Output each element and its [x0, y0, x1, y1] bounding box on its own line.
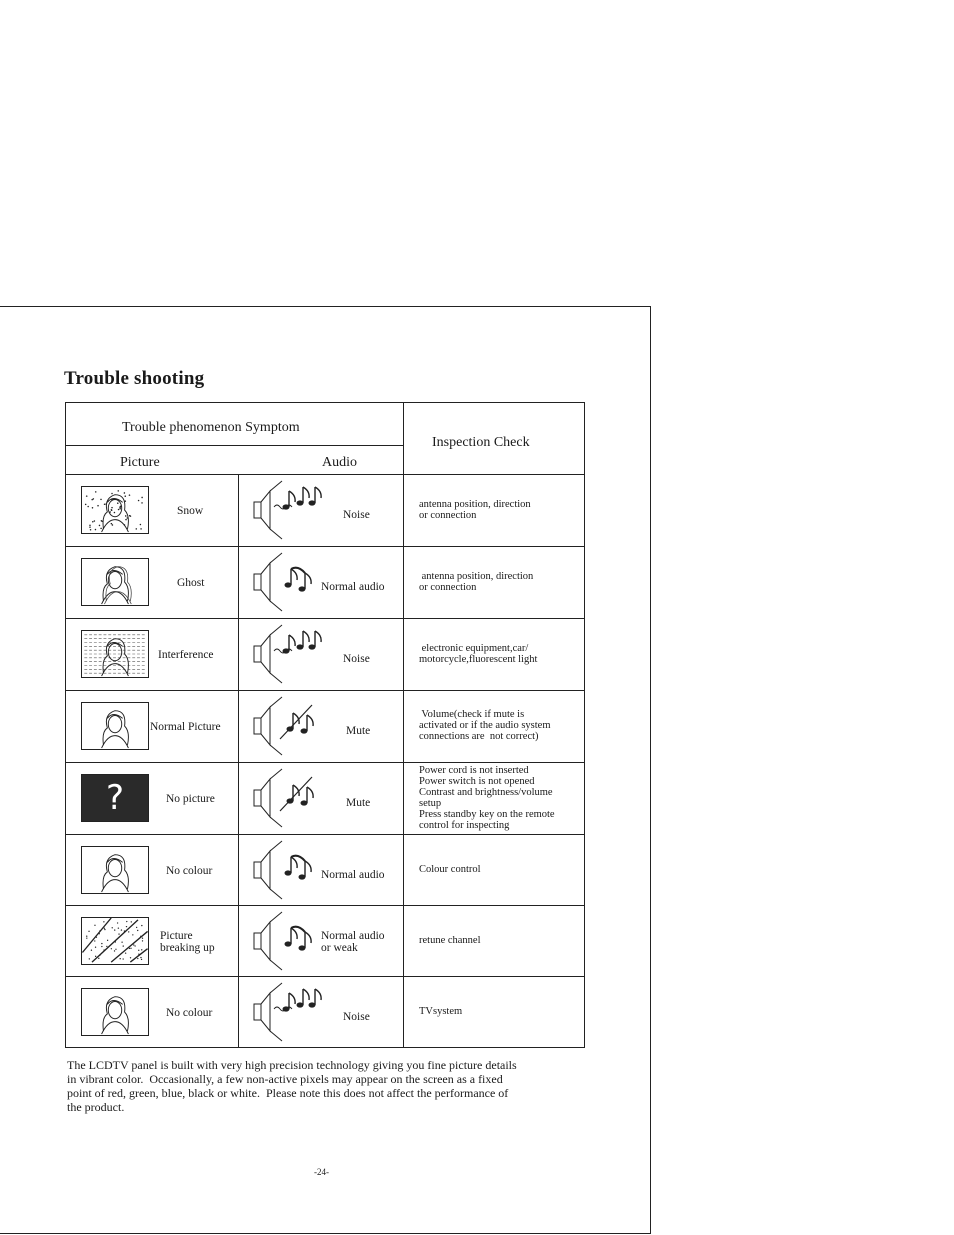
speaker-noise-icon [250, 981, 332, 1043]
speaker-normal-icon [250, 551, 332, 613]
picture-symptom-label: Picture breaking up [160, 930, 215, 954]
row-separator [66, 976, 584, 977]
header-divider [66, 445, 403, 446]
picture-symptom-label: Interference [158, 649, 214, 661]
interference-face-icon [81, 630, 149, 678]
page-title: Trouble shooting [64, 368, 205, 389]
inspection-check-text: Colour control [419, 864, 481, 875]
header-bottom-line [66, 474, 584, 475]
audio-column-divider [238, 474, 239, 1047]
row-separator [66, 546, 584, 547]
breaking-picture-icon [81, 917, 149, 965]
question-mark-icon: ? [81, 774, 149, 822]
inspection-check-text: electronic equipment,car/ motorcycle,fluorescent light [419, 643, 538, 665]
audio-symptom-label: Noise [343, 1011, 370, 1023]
picture-symptom-label: No picture [166, 793, 215, 805]
row-separator [66, 834, 584, 835]
row-separator [66, 618, 584, 619]
row-separator [66, 762, 584, 763]
normal-face-icon [81, 846, 149, 894]
header-audio: Audio [322, 455, 357, 470]
audio-symptom-label: Mute [346, 725, 371, 737]
check-column-divider [403, 403, 404, 1047]
header-picture: Picture [120, 455, 160, 470]
normal-face-icon [81, 702, 149, 750]
inspection-check-text: antenna position, direction or connection [419, 499, 531, 521]
audio-symptom-label: Noise [343, 509, 370, 521]
row-separator [66, 690, 584, 691]
audio-symptom-label: Normal audio or weak [321, 930, 385, 954]
inspection-check-text: antenna position, direction or connection [419, 571, 534, 593]
speaker-normal-icon [250, 910, 332, 972]
speaker-mute-icon [250, 695, 332, 757]
picture-symptom-label: No colour [166, 865, 213, 877]
inspection-check-text: Power cord is not inserted Power switch is not opened Contrast and brightness/volume setup Press standby key on the remote control for inspecting [419, 765, 555, 831]
header-inspection-check: Inspection Check [432, 435, 530, 450]
picture-symptom-label: No colour [166, 1007, 213, 1019]
speaker-mute-icon [250, 767, 332, 829]
audio-symptom-label: Noise [343, 653, 370, 665]
normal-face-icon [81, 988, 149, 1036]
inspection-check-text: TVsystem [419, 1006, 463, 1017]
ghost-face-icon [81, 558, 149, 606]
speaker-noise-icon [250, 479, 332, 541]
snow-face-icon [81, 486, 149, 534]
speaker-noise-icon [250, 623, 332, 685]
picture-symptom-label: Snow [177, 505, 204, 517]
lcd-panel-note: The LCDTV panel is built with very high precision technology giving you fine picture details in vibrant color. Occasionally, a few non-active pixels may appear on the screen as a fixed point of red, green, blue, black or white. Please note this does not affect the performance of the product. [67, 1058, 517, 1114]
picture-symptom-label: Ghost [177, 577, 205, 589]
audio-symptom-label: Mute [346, 797, 371, 809]
inspection-check-text: retune channel [419, 935, 481, 946]
page-number: -24- [314, 1167, 329, 1177]
audio-symptom-label: Normal audio [321, 869, 385, 881]
inspection-check-text: Volume(check if mute is activated or if the audio system connections are not correct) [419, 709, 551, 742]
audio-symptom-label: Normal audio [321, 581, 385, 593]
row-separator [66, 905, 584, 906]
header-symptom: Trouble phenomenon Symptom [122, 420, 300, 435]
speaker-normal-icon [250, 839, 332, 901]
picture-symptom-label: Normal Picture [150, 721, 221, 733]
